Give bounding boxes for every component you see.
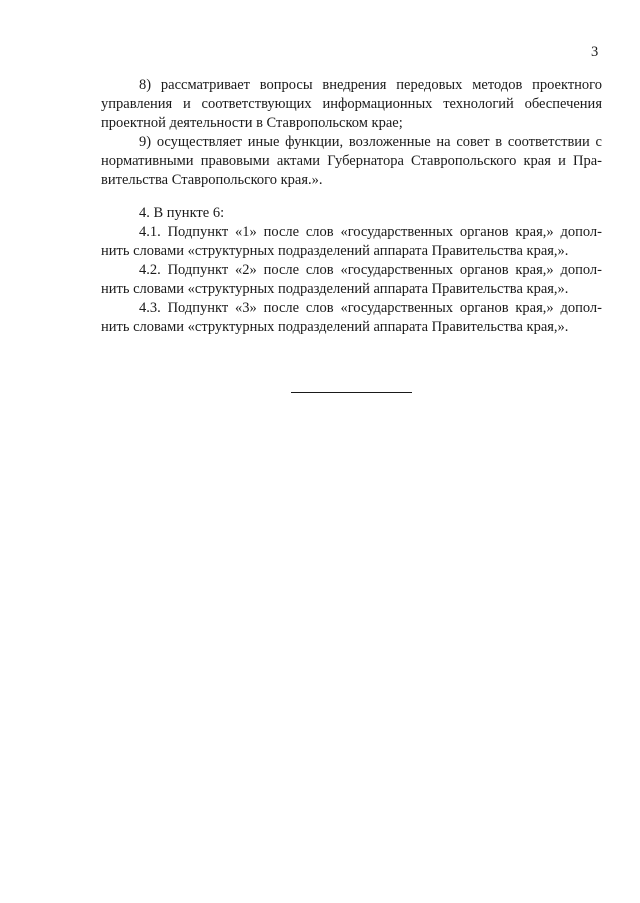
text-line: 4.3. Подпункт «3» после слов «государственных органов края,» допол- (139, 300, 602, 316)
text-line: 9) осуществляет иные функции, возложенные на совет в соответствии с (139, 134, 602, 150)
paragraph-block-functions (101, 76, 602, 190)
text-line: нормативными правовыми актами Губернатора Ставропольского края и Пра- (101, 153, 602, 169)
page-number: 3 (591, 44, 599, 60)
text-line: нить словами «структурных подразделений аппарата Правительства края,». (101, 281, 569, 297)
text-line: 4. В пункте 6: (139, 205, 225, 221)
text-line: вительства Ставропольского края.». (101, 172, 323, 188)
text-line: нить словами «структурных подразделений аппарата Правительства края,». (101, 319, 569, 335)
closing-rule (291, 392, 412, 393)
text-line: 8) рассматривает вопросы внедрения передовых методов проектного (139, 77, 602, 93)
text-line: проектной деятельности в Ставропольском крае; (101, 115, 403, 131)
text-line: 4.1. Подпункт «1» после слов «государственных органов края,» допол- (139, 224, 602, 240)
text-line: нить словами «структурных подразделений аппарата Правительства края,». (101, 243, 569, 259)
paragraph-block-amendments (101, 204, 602, 337)
text-line: управления и соответствующих информационных технологий обеспечения (101, 96, 602, 112)
text-line: 4.2. Подпункт «2» после слов «государственных органов края,» допол- (139, 262, 602, 278)
